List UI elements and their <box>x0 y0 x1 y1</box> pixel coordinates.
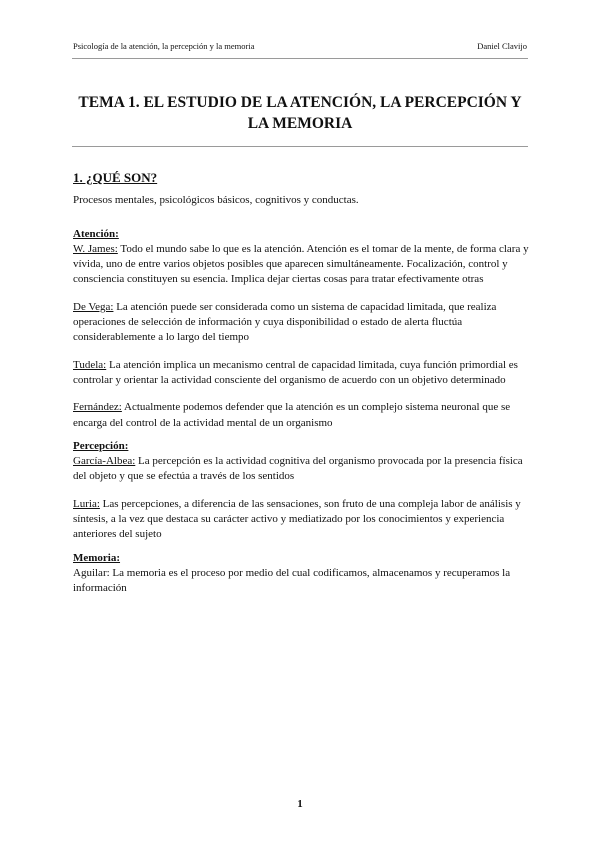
definition-text: Actualmente podemos defender que la atención es un complejo sistema neuronal que se encarga del control de la actividad mental de un organismo <box>73 401 511 429</box>
author-name: De Vega: <box>73 300 114 313</box>
atencion-definition-james <box>73 242 529 288</box>
definition-text: Las percepciones, a diferencia de las sensaciones, son fruto de una compleja labor de análisis y síntesis, a la vez que destaca su carácter activo y mediatizado por los conocimientos y experiencia anteriores del sujeto <box>73 497 521 541</box>
document-body <box>73 170 529 609</box>
percepcion-definition-luria <box>73 497 529 543</box>
atencion-definition-tudela <box>73 358 529 389</box>
atencion-definition-fernandez <box>73 400 529 431</box>
header-course-title: Psicología de la atención, la percepción y la memoria <box>73 41 255 51</box>
section-intro: Procesos mentales, psicológicos básicos, cognitivos y conductas. <box>73 194 359 207</box>
memoria-definition-aguilar <box>73 566 529 597</box>
memoria-heading: Memoria: <box>73 551 121 564</box>
author-name: Tudela: <box>73 358 107 371</box>
page-header <box>73 37 527 51</box>
percepcion-heading: Percepción: <box>73 439 129 452</box>
page-number: 1 <box>297 798 303 810</box>
document-title: TEMA 1. EL ESTUDIO DE LA ATENCIÓN, LA PERCEPCIÓN Y LA MEMORIA <box>78 94 522 132</box>
percepcion-definition-garcia-albea <box>73 454 529 485</box>
header-author: Daniel Clavijo <box>477 41 527 51</box>
header-divider <box>72 58 528 59</box>
definition-text: La percepción es la actividad cognitiva del organismo provocada por la presencia física del objeto y que se efectúa a través de los sentidos <box>73 455 523 483</box>
title-divider <box>72 146 528 147</box>
definition-text: La atención puede ser considerada como un sistema de capacidad limitada, que realiza operaciones de selección de información y cuya disponibilidad o estado de alerta fluctúa considerablemente a lo largo del tiempo <box>73 300 497 344</box>
definition-text: La memoria es el proceso por medio del cual codificamos, almacenamos y recuperamos la información <box>73 566 511 595</box>
atencion-definition-de-vega <box>73 300 529 346</box>
definition-text: Todo el mundo sabe lo que es la atención. Atención es el tomar de la mente, de forma clara y vívida, uno de entre varios objetos posibles que aparecen simultáneamente. Focalización, control y consciencia constituyen su esencia. Implica dejar ciertas cosas para tratar efectivamente otras <box>73 242 529 286</box>
atencion-heading: Atención: <box>73 227 119 240</box>
author-name: Aguilar: <box>73 566 110 579</box>
section-heading: 1. ¿QUÉ SON? <box>73 170 158 185</box>
author-name: W. James: <box>73 242 118 255</box>
author-name: Fernández: <box>73 401 122 414</box>
author-name: García-Albea: <box>73 455 136 468</box>
author-name: Luria: <box>73 497 100 510</box>
definition-text: La atención implica un mecanismo central de capacidad limitada, cuya función primordial es controlar y orientar la actividad consciente del organismo de acuerdo con un objetivo determinado <box>73 358 518 386</box>
